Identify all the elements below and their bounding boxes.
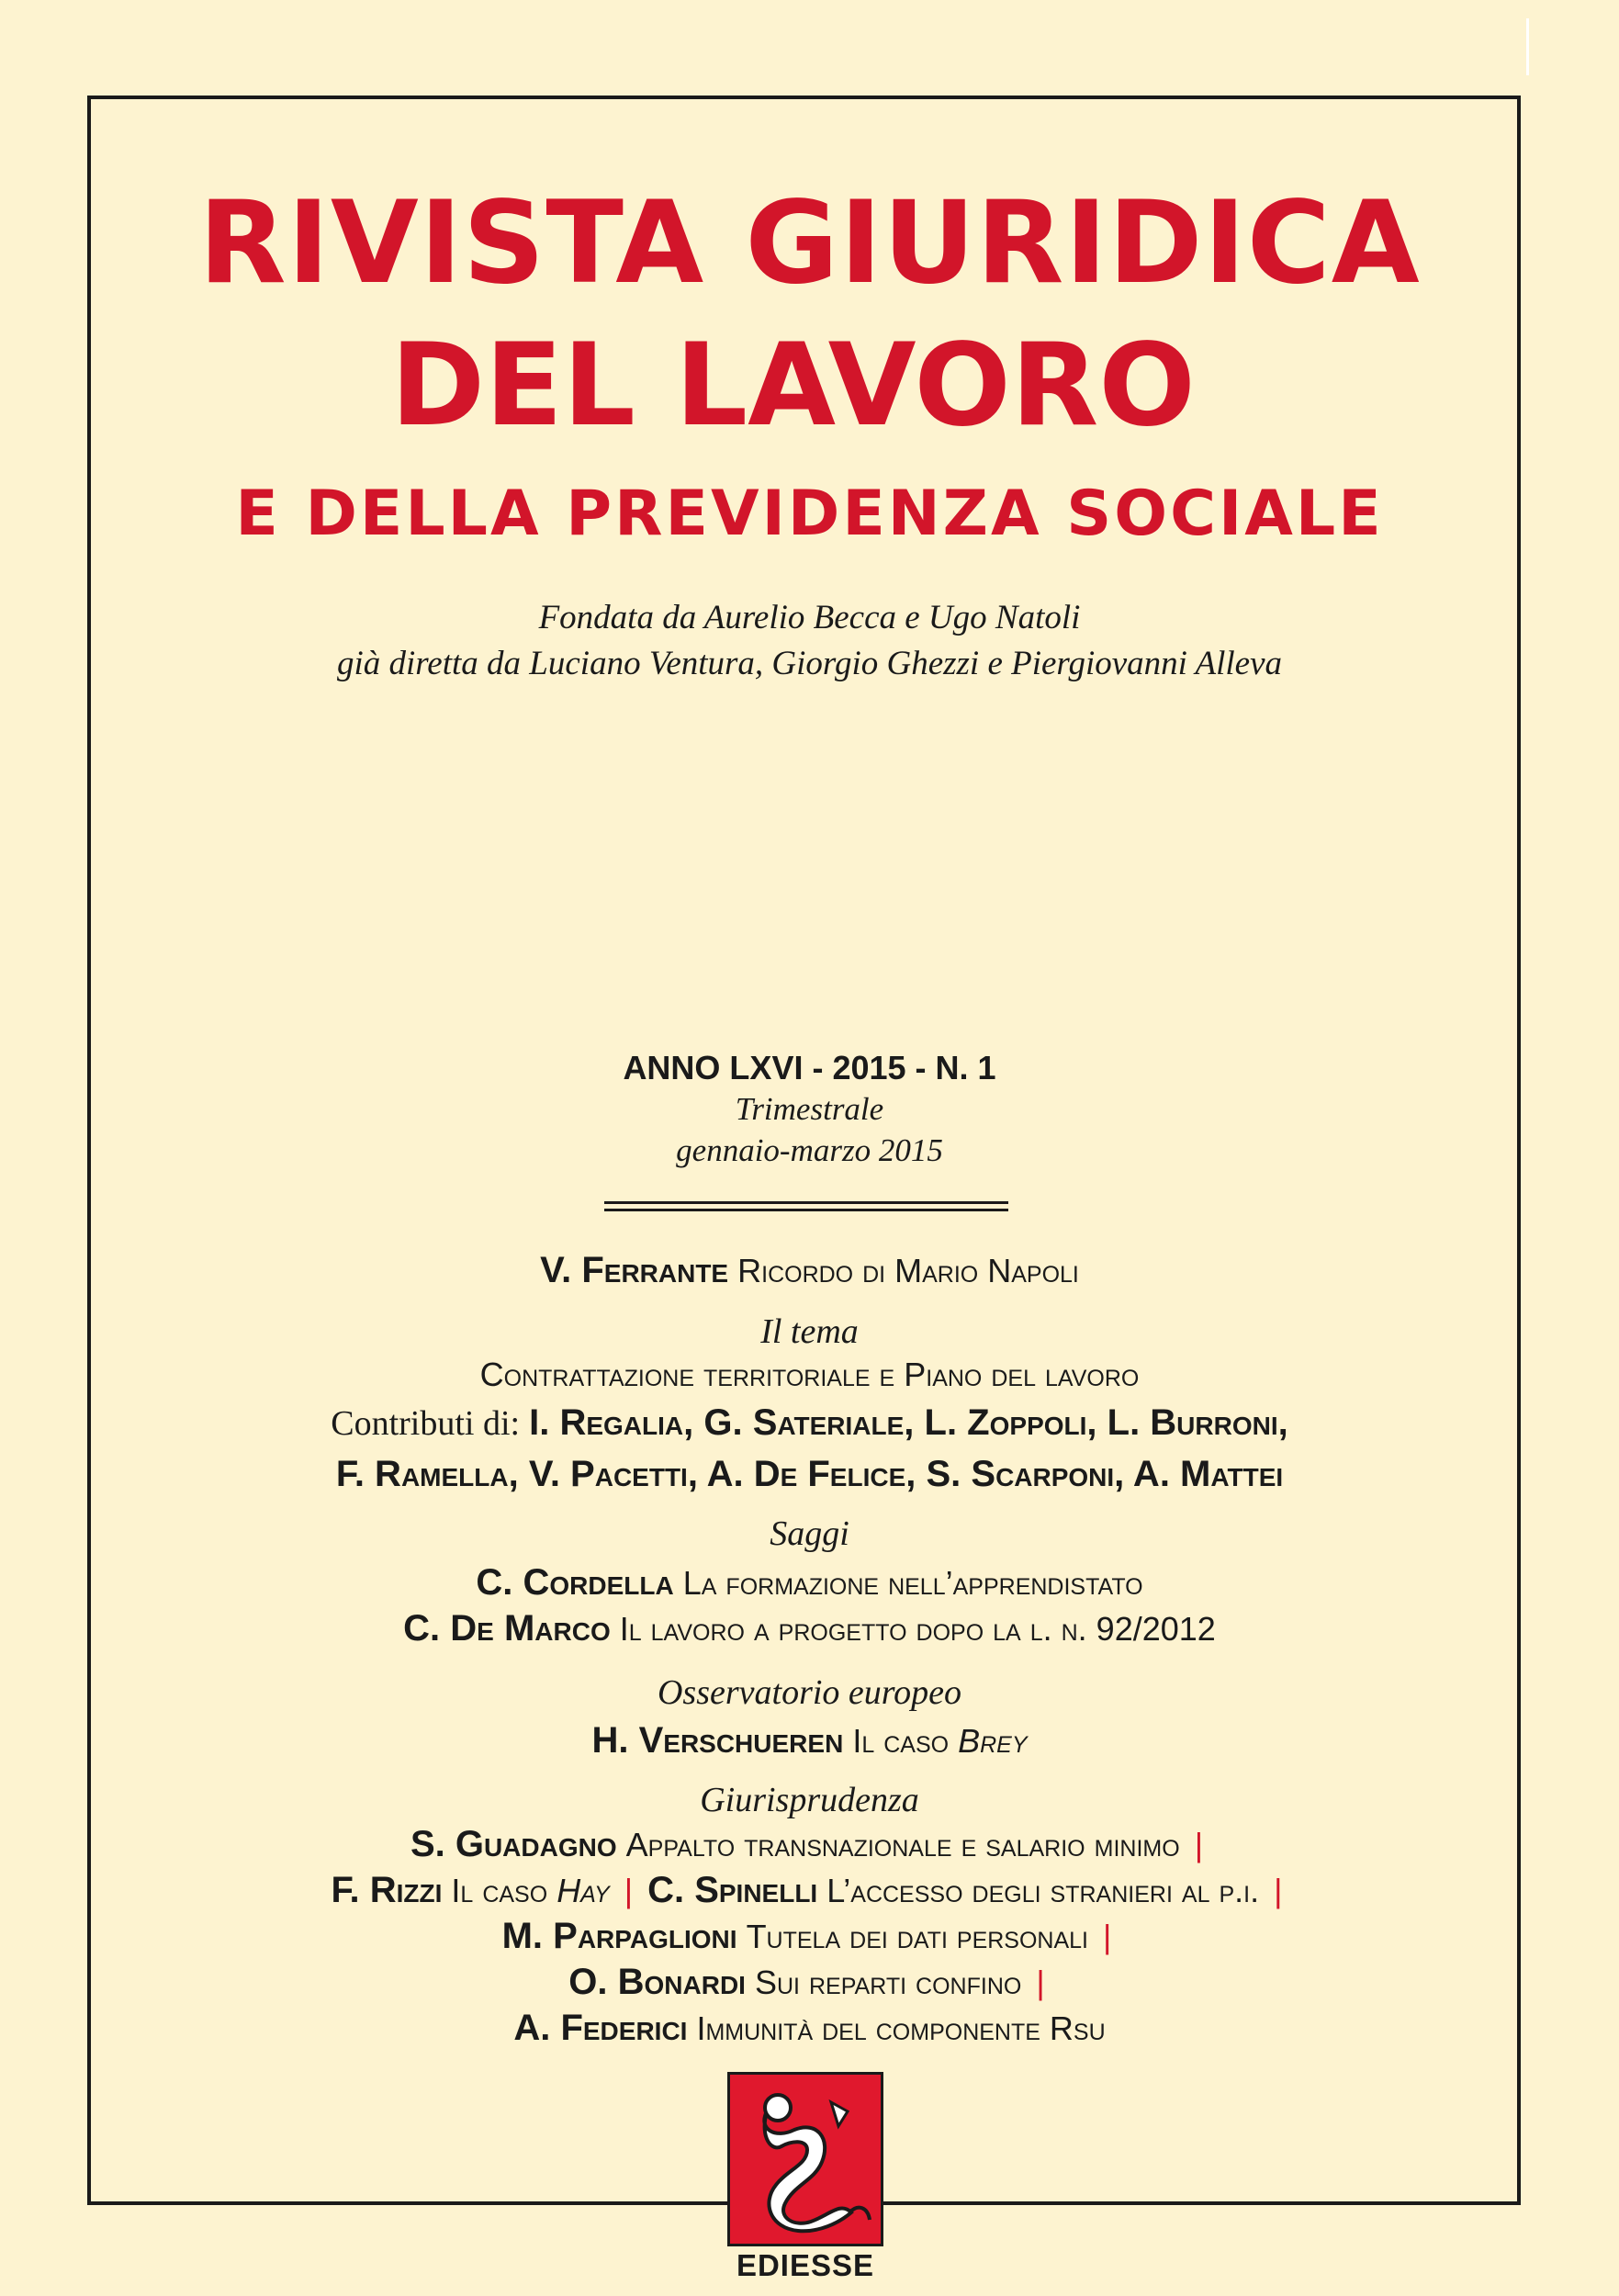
separator-bar: |	[1103, 1918, 1112, 1955]
publisher-name: EDIESSE	[736, 2248, 875, 2282]
toc-author: C. Spinelli	[647, 1870, 818, 1910]
section-osservatorio: Osservatorio europeo	[657, 1673, 962, 1712]
toc-author: S. Guadagno	[410, 1824, 617, 1864]
toc-title: Il lavoro a progetto dopo la l. n. 92/2012	[619, 1610, 1216, 1648]
formerly-directed: già diretta da Luciano Ventura, Giorgio Ghezzi e Piergiovanni Alleva	[336, 645, 1283, 682]
founded-by: Fondata da Aurelio Becca e Ugo Natoli	[538, 599, 1081, 636]
toc-title: La formazione nell’apprendistato	[682, 1564, 1143, 1602]
contributors-list: F. Ramella, V. Pacetti, A. De Felice, S. Scarponi, A. Mattei	[335, 1454, 1284, 1494]
saggio-item	[0, 1559, 1619, 1606]
section-il-tema: Il tema	[760, 1312, 859, 1351]
giurisprudenza-line	[0, 1867, 1619, 1914]
tema-contributors-line2	[0, 1451, 1619, 1498]
osservatorio-item	[0, 1717, 1619, 1764]
toc-author: F. Rizzi	[331, 1870, 443, 1910]
journal-title-line1: RIVISTA GIURIDICA	[198, 177, 1421, 310]
separator-bar: |	[1036, 1964, 1045, 2001]
toc-ricordo	[0, 1247, 1619, 1294]
edge-mark	[1526, 18, 1529, 75]
toc-title: Ricordo di Mario Napoli	[737, 1252, 1079, 1289]
giurisprudenza-line	[0, 1913, 1619, 1960]
separator-bar: |	[1194, 1826, 1204, 1863]
publisher-logo	[727, 2072, 883, 2246]
journal-title-line2: DEL LAVORO	[390, 320, 1196, 452]
toc-author: C. De Marco	[403, 1608, 611, 1649]
tema-contributors-line1	[0, 1400, 1619, 1446]
toc-title: Il caso	[852, 1722, 950, 1760]
toc-author: H. Verschueren	[591, 1720, 844, 1761]
separator-bar: |	[1274, 1872, 1283, 1909]
giurisprudenza-line	[0, 1959, 1619, 2006]
toc-title: Appalto transnazionale e salario minimo	[625, 1826, 1180, 1863]
contributi-label: Contributi di:	[331, 1404, 521, 1443]
toc-title: Il caso	[451, 1872, 548, 1909]
issue-period: gennaio-marzo 2015	[676, 1132, 943, 1168]
case-name: Hay	[557, 1872, 610, 1909]
toc-title: Tutela dei dati personali	[746, 1918, 1089, 1955]
toc-title: Sui reparti confino	[754, 1964, 1022, 2001]
section-saggi: Saggi	[770, 1514, 849, 1553]
toc-author: C. Cordella	[476, 1562, 674, 1603]
toc-author: A. Federici	[513, 2008, 688, 2048]
journal-title-line3: E DELLA PREVIDENZA SOCIALE	[235, 478, 1384, 550]
toc-author: M. Parpaglioni	[501, 1916, 737, 1956]
case-name: Brey	[958, 1722, 1028, 1760]
toc-title: Immunità del componente Rsu	[696, 2009, 1106, 2047]
issue-frequency: Trimestrale	[735, 1091, 884, 1127]
toc-author: V. Ferrante	[540, 1250, 729, 1290]
giurisprudenza-line	[0, 1821, 1619, 1868]
divider-rule-bottom	[604, 1209, 1008, 1211]
contributors-list: I. Regalia, G. Sateriale, L. Zoppoli, L. Burroni,	[529, 1402, 1288, 1443]
saggio-item	[0, 1605, 1619, 1652]
toc-author: O. Bonardi	[568, 1962, 746, 2002]
divider-rule-top	[604, 1201, 1008, 1204]
section-giurisprudenza: Giurisprudenza	[700, 1781, 919, 1819]
separator-bar: |	[624, 1872, 634, 1909]
toc-title: L’accesso degli stranieri al p.i.	[826, 1872, 1260, 1909]
giurisprudenza-line	[0, 2005, 1619, 2052]
tema-subtitle: Contrattazione territoriale e Piano del lavoro	[479, 1356, 1140, 1393]
issue-number: ANNO LXVI - 2015 - N. 1	[623, 1049, 996, 1086]
mermaid-icon	[730, 2075, 881, 2244]
